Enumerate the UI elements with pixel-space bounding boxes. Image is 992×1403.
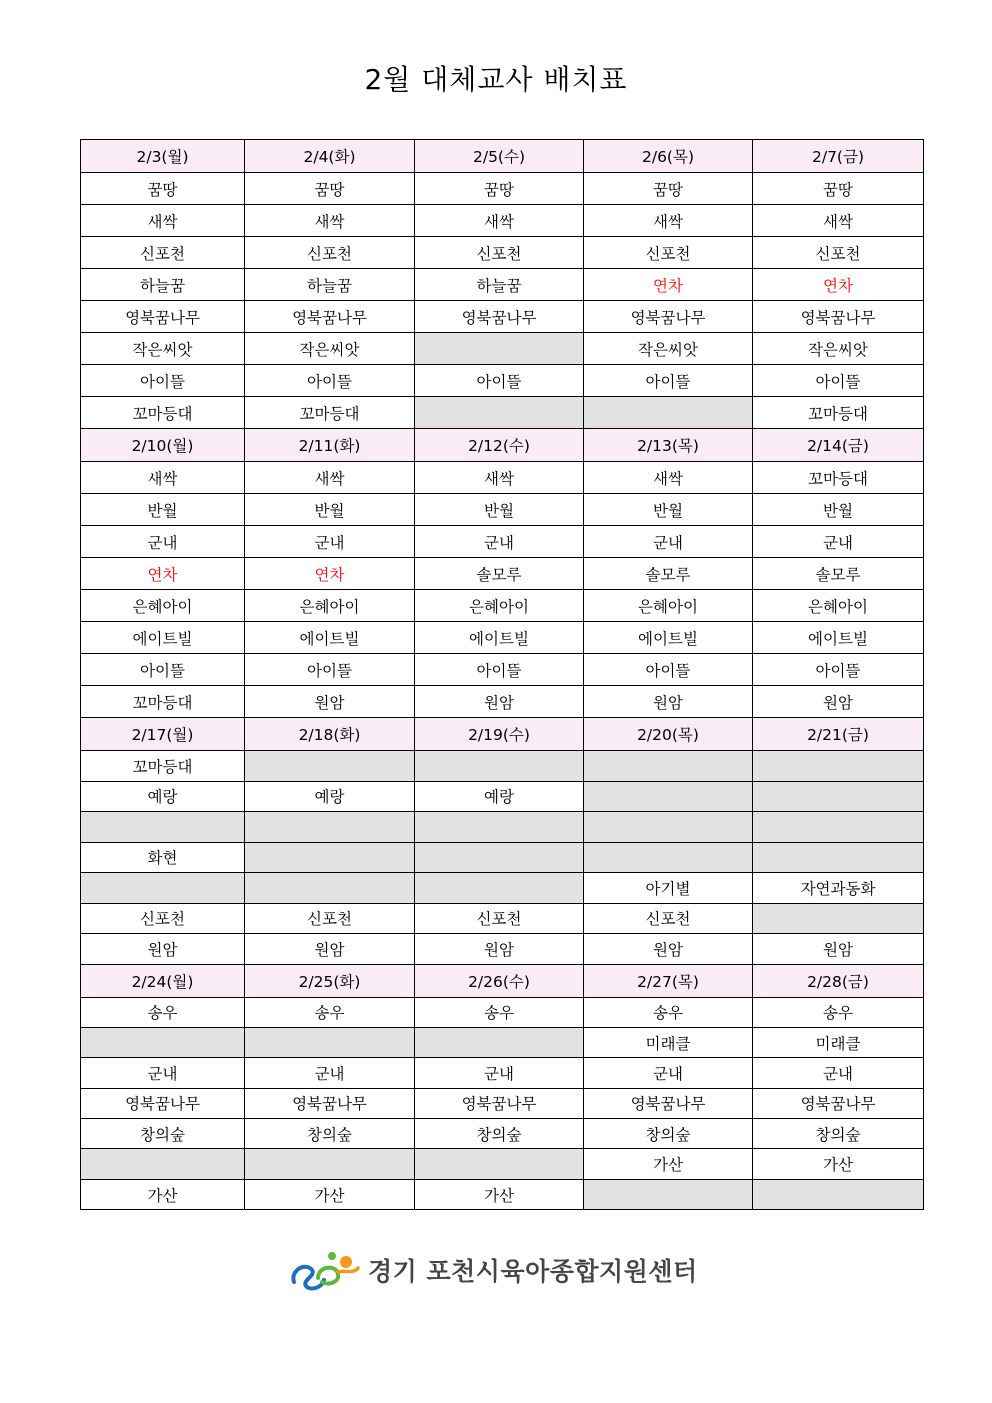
assignment-cell: 송우 [753,997,924,1027]
assignment-cell: 에이트빌 [245,622,415,654]
assignment-cell: 꿈땅 [584,173,753,205]
center-logo-icon [288,1248,364,1292]
assignment-cell: 연차 [584,269,753,301]
assignment-cell: 새싹 [415,462,584,494]
table-row [81,1179,924,1209]
day-header: 2/19(수) [415,718,584,751]
day-header: 2/14(금) [753,429,924,462]
assignment-cell: 은혜아이 [753,590,924,622]
assignment-cell: 새싹 [81,462,245,494]
table-row [81,654,924,686]
assignment-cell: 꼬마등대 [753,397,924,429]
day-header: 2/5(수) [415,140,584,173]
assignment-cell: 원암 [753,934,924,965]
empty-cell [753,1179,924,1209]
table-row [81,173,924,205]
empty-cell [415,751,584,782]
assignment-cell: 새싹 [245,205,415,237]
assignment-cell: 새싹 [584,462,753,494]
assignment-cell: 영북꿈나무 [584,1088,753,1118]
empty-cell [81,812,245,843]
assignment-cell: 원암 [245,934,415,965]
assignment-cell: 원암 [81,934,245,965]
day-header: 2/17(월) [81,718,245,751]
table-row [81,1149,924,1179]
empty-cell [584,781,753,812]
empty-cell [245,1149,415,1179]
day-header: 2/25(화) [245,964,415,997]
day-header: 2/13(목) [584,429,753,462]
assignment-cell: 에이트빌 [415,622,584,654]
assignment-cell: 미래클 [753,1027,924,1057]
assignment-cell: 영북꿈나무 [415,1088,584,1118]
day-header: 2/28(금) [753,964,924,997]
assignment-cell: 화현 [81,842,245,873]
assignment-cell: 작은씨앗 [245,333,415,365]
assignment-cell: 새싹 [584,205,753,237]
table-row [81,365,924,397]
assignment-cell: 새싹 [753,205,924,237]
empty-cell [245,812,415,843]
empty-cell [245,842,415,873]
assignment-cell: 원암 [753,686,924,718]
assignment-cell: 군내 [81,526,245,558]
assignment-cell: 신포천 [584,903,753,934]
day-header: 2/10(월) [81,429,245,462]
assignment-cell: 새싹 [415,205,584,237]
assignment-cell: 원암 [584,686,753,718]
assignment-cell: 연차 [245,558,415,590]
assignment-cell: 에이트빌 [81,622,245,654]
assignment-cell: 꿈땅 [753,173,924,205]
assignment-cell: 아이뜰 [81,365,245,397]
week-header-row [81,718,924,751]
day-header: 2/24(월) [81,964,245,997]
empty-cell [245,1027,415,1057]
day-header: 2/18(화) [245,718,415,751]
empty-cell [245,873,415,904]
day-header: 2/7(금) [753,140,924,173]
empty-cell [753,781,924,812]
table-row [81,997,924,1027]
assignment-cell: 은혜아이 [584,590,753,622]
assignment-cell: 자연과동화 [753,873,924,904]
assignment-cell: 영북꿈나무 [753,301,924,333]
assignment-cell: 송우 [584,997,753,1027]
assignment-cell: 하늘꿈 [245,269,415,301]
table-row [81,751,924,782]
assignment-cell: 창의숲 [81,1119,245,1149]
empty-cell [584,842,753,873]
table-row [81,781,924,812]
assignment-cell: 영북꿈나무 [415,301,584,333]
table-row [81,494,924,526]
assignment-cell: 아이뜰 [753,654,924,686]
empty-cell [81,1149,245,1179]
page-title: 2월 대체교사 배치표 [364,63,628,96]
table-row [81,269,924,301]
table-row [81,1058,924,1088]
assignment-cell: 아기별 [584,873,753,904]
table-row [81,873,924,904]
table-row [81,1119,924,1149]
assignment-cell: 군내 [415,1058,584,1088]
assignment-cell: 꼬마등대 [81,751,245,782]
table-row [81,462,924,494]
empty-cell [415,842,584,873]
assignment-cell: 영북꿈나무 [81,301,245,333]
table-row [81,333,924,365]
empty-cell [584,812,753,843]
assignment-cell: 아이뜰 [245,365,415,397]
assignment-cell: 꼬마등대 [753,462,924,494]
day-header: 2/21(금) [753,718,924,751]
organization-name: 경기 포천시육아종합지원센터 [368,1257,698,1286]
day-header: 2/20(목) [584,718,753,751]
day-header: 2/6(목) [584,140,753,173]
table-row [81,237,924,269]
assignment-cell: 연차 [81,558,245,590]
assignment-cell: 신포천 [584,237,753,269]
assignment-cell: 작은씨앗 [753,333,924,365]
assignment-cell: 반월 [753,494,924,526]
assignment-cell: 아이뜰 [245,654,415,686]
table-row [81,590,924,622]
week-header-row [81,140,924,173]
assignment-cell: 작은씨앗 [81,333,245,365]
assignment-cell: 솔모루 [584,558,753,590]
assignment-cell: 꿈땅 [245,173,415,205]
week-header-row [81,429,924,462]
table-row [81,1088,924,1118]
day-header: 2/12(수) [415,429,584,462]
assignment-cell: 가산 [81,1179,245,1209]
assignment-cell: 가산 [245,1179,415,1209]
assignment-cell: 꼬마등대 [81,686,245,718]
assignment-cell: 반월 [245,494,415,526]
empty-cell [415,333,584,365]
assignment-cell: 군내 [584,1058,753,1088]
assignment-cell: 작은씨앗 [584,333,753,365]
assignment-cell: 은혜아이 [81,590,245,622]
table-row [81,903,924,934]
empty-cell [81,1027,245,1057]
assignment-cell: 신포천 [81,903,245,934]
assignment-cell: 은혜아이 [415,590,584,622]
day-header: 2/26(수) [415,964,584,997]
table-row [81,205,924,237]
assignment-cell: 예랑 [415,781,584,812]
assignment-cell: 하늘꿈 [415,269,584,301]
assignment-cell: 군내 [245,526,415,558]
assignment-cell: 아이뜰 [415,654,584,686]
assignment-cell: 꼬마등대 [81,397,245,429]
assignment-cell: 반월 [584,494,753,526]
table-row [81,526,924,558]
assignment-cell: 에이트빌 [753,622,924,654]
assignment-cell: 송우 [245,997,415,1027]
empty-cell [415,812,584,843]
empty-cell [415,1027,584,1057]
assignment-cell: 원암 [415,934,584,965]
day-header: 2/11(화) [245,429,415,462]
assignment-cell: 군내 [753,1058,924,1088]
assignment-cell: 영북꿈나무 [245,1088,415,1118]
assignment-cell: 에이트빌 [584,622,753,654]
assignment-cell: 창의숲 [584,1119,753,1149]
empty-cell [415,873,584,904]
empty-cell [415,397,584,429]
assignment-cell: 솔모루 [415,558,584,590]
empty-cell [753,812,924,843]
assignment-cell: 군내 [753,526,924,558]
assignment-cell: 예랑 [81,781,245,812]
assignment-cell: 반월 [415,494,584,526]
assignment-cell: 군내 [415,526,584,558]
assignment-cell: 영북꿈나무 [584,301,753,333]
table-row [81,1027,924,1057]
empty-cell [415,1149,584,1179]
empty-cell [584,751,753,782]
assignment-cell: 가산 [753,1149,924,1179]
assignment-cell: 창의숲 [753,1119,924,1149]
assignment-cell: 아이뜰 [753,365,924,397]
assignment-cell: 영북꿈나무 [245,301,415,333]
assignment-cell: 송우 [81,997,245,1027]
assignment-cell: 신포천 [245,903,415,934]
empty-cell [81,873,245,904]
assignment-cell: 군내 [584,526,753,558]
table-row [81,842,924,873]
assignment-cell: 아이뜰 [81,654,245,686]
assignment-cell: 원암 [245,686,415,718]
day-header: 2/27(목) [584,964,753,997]
assignment-cell: 신포천 [415,903,584,934]
assignment-cell: 아이뜰 [584,654,753,686]
week-header-row [81,964,924,997]
assignment-cell: 창의숲 [245,1119,415,1149]
empty-cell [753,751,924,782]
assignment-cell: 가산 [415,1179,584,1209]
empty-cell [753,842,924,873]
day-header: 2/4(화) [245,140,415,173]
assignment-cell: 영북꿈나무 [81,1088,245,1118]
assignment-cell: 영북꿈나무 [753,1088,924,1118]
table-row [81,301,924,333]
assignment-cell: 신포천 [245,237,415,269]
assignment-cell: 하늘꿈 [81,269,245,301]
empty-cell [245,751,415,782]
assignment-cell: 신포천 [415,237,584,269]
assignment-cell: 원암 [415,686,584,718]
assignment-cell: 아이뜰 [584,365,753,397]
assignment-cell: 새싹 [245,462,415,494]
assignment-cell: 가산 [584,1149,753,1179]
assignment-cell: 연차 [753,269,924,301]
assignment-cell: 아이뜰 [415,365,584,397]
assignment-cell: 미래클 [584,1027,753,1057]
table-row [81,558,924,590]
assignment-cell: 신포천 [753,237,924,269]
table-row [81,686,924,718]
footer [288,1248,698,1292]
table-row [81,397,924,429]
assignment-cell: 꼬마등대 [245,397,415,429]
table-row [81,934,924,965]
assignment-cell: 반월 [81,494,245,526]
empty-cell [753,903,924,934]
assignment-cell: 솔모루 [753,558,924,590]
table-row [81,812,924,843]
day-header: 2/3(월) [81,140,245,173]
assignment-cell: 은혜아이 [245,590,415,622]
assignment-cell: 신포천 [81,237,245,269]
assignment-cell: 원암 [584,934,753,965]
assignment-cell: 꿈땅 [81,173,245,205]
assignment-cell: 송우 [415,997,584,1027]
assignment-cell: 꿈땅 [415,173,584,205]
empty-cell [584,397,753,429]
table-row [81,622,924,654]
schedule-table [80,139,924,1210]
assignment-cell: 군내 [81,1058,245,1088]
assignment-cell: 예랑 [245,781,415,812]
empty-cell [584,1179,753,1209]
assignment-cell: 새싹 [81,205,245,237]
assignment-cell: 군내 [245,1058,415,1088]
assignment-cell: 창의숲 [415,1119,584,1149]
